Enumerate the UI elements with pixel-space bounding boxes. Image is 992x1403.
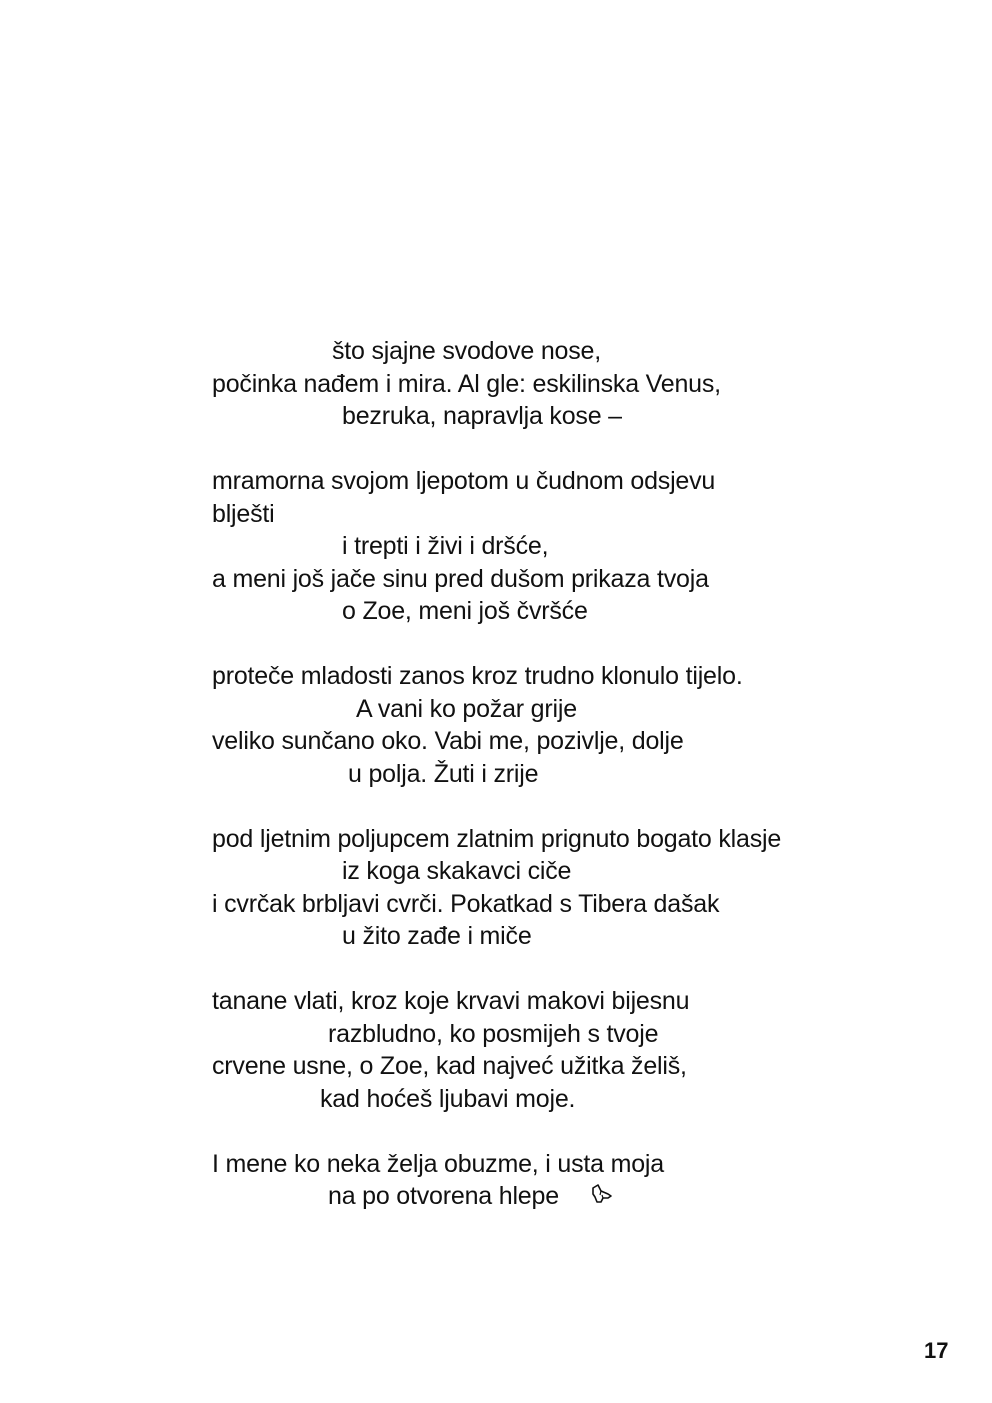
poem-line: pod ljetnim poljupcem zlatnim prignuto bogato klasje xyxy=(212,824,782,853)
poem-line: i cvrčak brbljavi cvrči. Pokatkad s Tibera dašak xyxy=(212,889,720,918)
poem-line: o Zoe, meni još čvršće xyxy=(342,597,588,625)
stanza-break xyxy=(212,1115,912,1148)
poem-line: i trepti i živi i dršće, xyxy=(342,532,549,560)
poem-line: veliko sunčano oko. Vabi me, pozivlje, dolje xyxy=(212,727,684,755)
poem-line: u polja. Žuti i zrije xyxy=(348,759,539,788)
poem-line: razbludno, ko posmijeh s tvoje xyxy=(328,1019,659,1048)
stanza-break xyxy=(212,433,912,466)
poem-line: A vani ko požar grije xyxy=(356,694,577,723)
poem-line: blješti xyxy=(212,499,275,528)
poem-last-line xyxy=(212,1180,912,1213)
stanza-break xyxy=(212,790,912,823)
pointing-hand-icon xyxy=(589,1182,615,1208)
poem-line: iz koga skakavci ciče xyxy=(342,857,572,885)
poem-line: a meni još jače sinu pred dušom prikaza tvoja xyxy=(212,564,709,593)
poem-line-text: na po otvorena hlepe xyxy=(328,1182,559,1210)
poem-line: I mene ko neka želja obuzme, i usta moja xyxy=(212,1149,664,1178)
poem-line: u žito zađe i miče xyxy=(342,922,532,950)
poem-line: proteče mladosti zanos kroz trudno klonulo tijelo. xyxy=(212,662,743,690)
poem-line: crvene usne, o Zoe, kad najveć užitka želiš, xyxy=(212,1052,687,1080)
poem-line: mramorna svojom ljepotom u čudnom odsjevu xyxy=(212,467,716,495)
poem-body xyxy=(212,335,912,1213)
stanza-break xyxy=(212,628,912,661)
page-number: 17 xyxy=(924,1338,949,1363)
stanza-break xyxy=(212,953,912,986)
poem-line: tanane vlati, kroz koje krvavi makovi bijesnu xyxy=(212,987,690,1015)
poem-line: što sjajne svodove nose, xyxy=(332,337,601,365)
poem-line: kad hoćeš ljubavi moje. xyxy=(320,1084,576,1113)
poem-line: bezruka, napravlja kose – xyxy=(342,402,622,430)
poem-line: počinka nađem i mira. Al gle: eskilinska Venus, xyxy=(212,369,721,398)
